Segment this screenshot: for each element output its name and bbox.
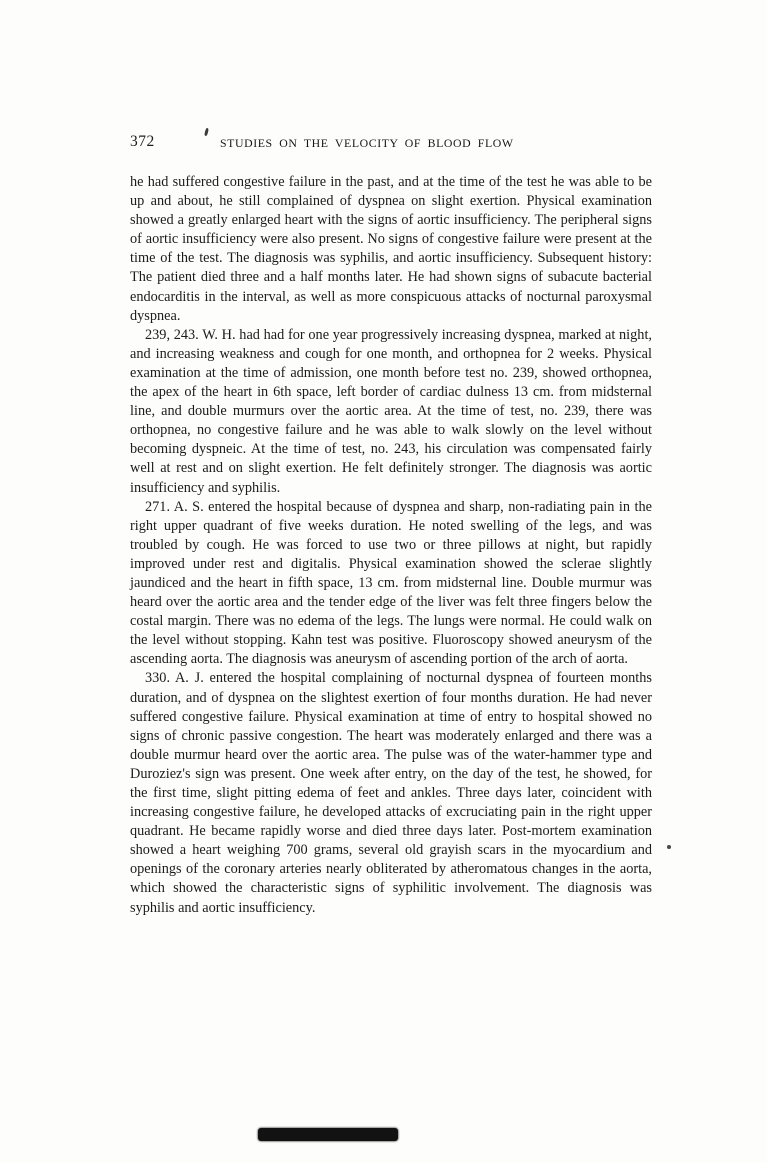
paragraph-case-continuation: he had suffered congestive failure in the past, and at the time of the test he was able to be up and about, he still complained of dyspnea on slight exertion. Physical examination showed a greatly enlarged heart with the signs of aortic insufficiency. The peripheral signs of aortic insufficiency were also present. No signs of congestive failure were present at the time of the test. The diagnosis was syphilis, and aortic insufficiency. Subsequent history: The patient died three and a half months later. He had shown signs of subacute bacterial endocarditis in the interval, as well as more conspicuous attacks of nocturnal paroxysmal dyspnea. — [130, 174, 652, 324]
scan-artifact-bar — [258, 1128, 398, 1141]
body-text — [130, 173, 652, 918]
scan-speck — [667, 845, 671, 849]
paragraph-case-271: 271. A. S. entered the hospital because of dyspnea and sharp, non-radiating pain in the right upper quadrant of five weeks duration. He noted swelling of the legs, and was troubled by cough. He was forced to use two or three pillows at night, but rapidly improved under rest and digitalis. Physical examination showed the sclerae slightly jaundiced and the heart in fifth space, 13 cm. from midsternal line. Double murmur was heard over the aortic area and the tender edge of the liver was felt three fingers below the costal margin. There was no edema of the legs. The lungs were normal. He could walk on the level without stopping. Kahn test was positive. Fluoroscopy showed aneurysm of the ascending aorta. The diagnosis was aneurysm of ascending portion of the arch of aorta. — [130, 498, 652, 668]
paragraph-case-239-243: 239, 243. W. H. had had for one year progressively increasing dyspnea, marked at night, and increasing weakness and cough for one month, and orthopnea for 2 weeks. Physical examination at the time of admission, one month before test no. 239, showed orthopnea, the apex of the heart in 6th space, left border of cardiac dulness 13 cm. from midsternal line, and double murmurs over the aortic area. At the time of test, no. 239, there was orthopnea, no congestive failure and he was able to walk slowly on the level without becoming dyspneic. At the time of test, no. 243, his circulation was compensated fairly well at rest and on slight exertion. He felt definitely stronger. The diagnosis was aortic insufficiency and syphilis. — [130, 326, 652, 496]
running-title: STUDIES ON THE VELOCITY OF BLOOD FLOW — [220, 136, 514, 150]
running-head — [130, 133, 652, 155]
page-number: 372 — [130, 133, 155, 150]
paragraph-case-330: 330. A. J. entered the hospital complaining of nocturnal dyspnea of fourteen months duration, and of dyspnea on the slightest exertion of four months duration. He had never suffered congestive failure. Physical examination at time of entry to hospital showed no signs of chronic passive congestion. The heart was moderately enlarged and there was a double murmur heard over the aortic area. The pulse was of the water-hammer type and Duroziez's sign was present. One week after entry, on the day of the test, he showed, for the first time, slight pitting edema of feet and ankles. Three days later, coincident with increasing congestive failure, he developed attacks of excruciating pain in the right upper quadrant. He became rapidly worse and died three days later. Post-mortem examination showed a heart weighing 700 grams, several old grayish scars in the myocardium and openings of the coronary arteries nearly obliterated by atheromatous changes in the aorta, which showed the characteristic signs of syphilitic involvement. The diagnosis was syphilis and aortic insufficiency. — [130, 670, 652, 916]
